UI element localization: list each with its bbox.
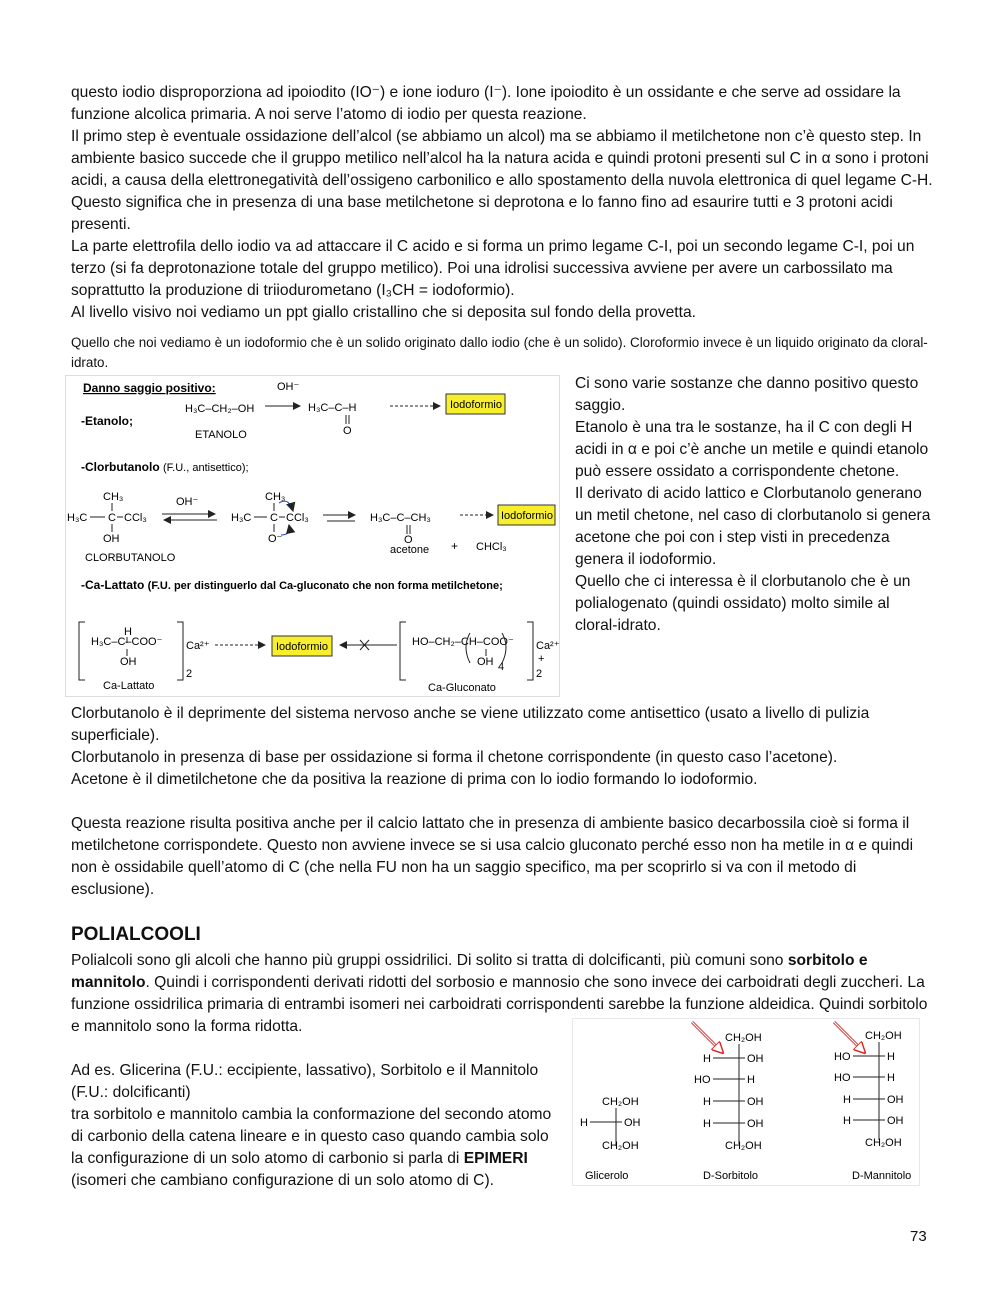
svg-text:CH₃: CH₃ [103,491,124,503]
svg-text:C: C [270,512,278,524]
clorbutanolo-name: CLORBUTANOLO [85,552,176,564]
ca-lattato-name: Ca-Lattato [103,680,155,692]
chcl3-formula: CHCl₃ [476,541,507,553]
text-block-clorbutanolo [71,703,933,791]
figure-title: Danno saggio positivo: [83,381,216,395]
acetaldeide-formula: H₃C–C–H [308,402,357,414]
oxygen-acetaldeide: O [343,425,352,437]
etanolo-formula: H₃C–CH₂–OH [185,403,255,415]
paragraph-glicerina: Ad es. Glicerina (F.U.: eccipiente, lassativo), Sorbitolo e il Mannitolo (F.U.: dolcificanti) [71,1062,539,1101]
iodoformio-label-2: Iodoformio [501,510,553,522]
paragraph-clorbutanolo-deprimente: Clorbutanolo è il deprimente del sistema nervoso anche se viene utilizzato come antisettico (usato a livello di pulizia superficiale). [71,705,870,744]
svg-text:OH: OH [747,1053,764,1065]
page-number: 73 [910,1228,927,1245]
base-oh-2: OH⁻ [176,496,199,508]
svg-text:H: H [843,1115,851,1127]
svg-text:OH: OH [120,656,137,668]
glicerolo-name: Glicerolo [585,1170,629,1182]
paragraph-ipoiodito: questo iodio disproporziona ad ipoiodito (IO⁻) e ione ioduro (I⁻). Ione ipoiodito è un ossidante e che serve ad ossidare la funzione alcolica primaria. A noi serve l’atomo di iodio per questa reazione. [71,84,901,123]
svg-text:CCl₃: CCl₃ [124,512,147,524]
paragraph-primo-step: Il primo step è eventuale ossidazione dell’alcol (se abbiamo un alcol) ma se abbiamo il metilchetone non c’è questo step. In ambiente basico succede che il gruppo metilico nell’alcol ha la natura acida e quindi protoni presenti sul C in α sono i protoni acidi, a causa della elettronegatività dell’ossigeno carbonilico e allo spostamento della nuvola elettronica di quel legame C-H. Questo significa che in presenza di una base metilchetone si deprotona e lo fanno fino ad esaurire tutti e 3 protoni acidi presenti. [71,128,933,233]
sorbitolo-name: D-Sorbitolo [703,1170,759,1182]
svg-text:H₃C: H₃C [67,512,88,524]
clorbutanolo-label: -Clorbutanolo (F.U., antisettico); [81,460,249,474]
etanolo-name: ETANOLO [195,429,247,441]
glicerolo-structure [580,1096,641,1182]
figure-iodoform-reactions [65,375,560,697]
text-block-epimeri [71,1060,561,1192]
paragraph-epimeri: tra sorbitolo e mannitolo cambia la conformazione del secondo atomo di carbonio della catena lineare e in questo caso quando cambia solo la configurazione di un solo atomo di carbonio si parla di EPIMERI (isomeri che cambiano configurazione di un solo atomo di C). [71,1106,552,1189]
paragraph-calcio-lattato: Questa reazione risulta positiva anche per il calcio lattato che in presenza di ambiente basico decarbossila cioè si forma il metilchetone corrispondete. Questo non avviene invece se si usa calcio gluconato perché esso non ha metile in α e quindi non è ossidabile quell’atomo di C (che nella FU non ha un saggio specifico, ma per scoprirlo si va con il metodo di esclusione). [71,815,914,898]
ca-gluconato-name: Ca-Gluconato [428,682,496,694]
ca-lattato-label: -Ca-Lattato (F.U. per distinguerlo dal Ca-gluconato che non forma metilchetone; [81,578,503,592]
svg-text:OH: OH [747,1096,764,1108]
svg-text:H: H [887,1051,895,1063]
svg-text:O⁻: O⁻ [268,533,283,545]
iodoformio-label-1: Iodoformio [450,399,502,411]
mannitolo-name: D-Mannitolo [852,1170,912,1182]
text-block-calcio-lattato [71,813,933,901]
paragraph-livello-visivo: Al livello visivo noi vediamo un ppt giallo cristallino che si deposita sul fondo della provetta. [71,304,696,321]
svg-text:OH: OH [624,1117,641,1129]
note-iodoformio [71,333,933,373]
svg-text:O: O [404,534,413,546]
svg-text:CH₂OH: CH₂OH [602,1096,639,1108]
svg-text:Ca²⁺: Ca²⁺ [536,640,560,652]
svg-text:OH: OH [103,533,120,545]
iodoform-reactions-svg [65,375,560,697]
acetone-formula: H₃C–C–CH₃ [370,512,431,524]
section-heading-polialcooli: POLIALCOOLI [71,924,201,945]
svg-text:H: H [703,1053,711,1065]
svg-text:CCl₃: CCl₃ [286,512,309,524]
svg-text:CH₂OH: CH₂OH [602,1140,639,1152]
svg-text:OH: OH [887,1115,904,1127]
svg-text:H: H [580,1117,588,1129]
svg-text:OH: OH [887,1094,904,1106]
svg-text:CH₂OH: CH₂OH [725,1140,762,1152]
paragraph-acetone: Acetone è il dimetilchetone che da positiva la reazione di prima con lo iodio formando lo iodoformio. [71,771,758,788]
svg-text:H: H [124,626,132,638]
svg-text:H: H [703,1118,711,1130]
svg-text:+: + [451,539,459,553]
svg-text:OH: OH [477,656,494,668]
base-oh-1: OH⁻ [277,381,300,393]
side-paragraph: Etanolo è una tra le sostanze, ha il C con degli H acidi in α e poi c’è anche un metile e quindi etanolo può essere ossidato a corrispondente chetone. [575,419,929,480]
paragraph-iodoformio-note: Quello che noi vediamo è un iodoformio che è un solido originato dallo iodio (che è un solido). Cloroformio invece è un liquido originato da cloral-idrato. [71,335,928,370]
svg-text:C: C [108,512,116,524]
svg-text:HO: HO [694,1074,711,1086]
svg-text:H: H [843,1094,851,1106]
svg-text:CH₂OH: CH₂OH [865,1030,902,1042]
side-text-block [575,373,935,637]
svg-text:H₃C: H₃C [231,512,252,524]
svg-text:+: + [538,653,545,665]
acetone-name: acetone [390,544,430,556]
mannitolo-structure [834,1022,911,1182]
text-block-top [71,82,933,324]
svg-text:H: H [747,1074,755,1086]
svg-text:OH: OH [747,1118,764,1130]
svg-text:CH₃: CH₃ [265,491,286,503]
side-paragraph: Quello che ci interessa è il clorbutanolo che è un polialogenato (quindi ossidato) molto simile al cloral-idrato. [575,573,911,634]
side-paragraph: Il derivato di acido lattico e Clorbutanolo generano un metil chetone, nel caso di clorbutanolo si genera acetone che poi con i step visti in precedenza genera il iodoformio. [575,485,931,568]
lattato-formula: H₃C–C–COO⁻ [91,636,163,648]
svg-text:2: 2 [186,668,193,680]
svg-text:HO: HO [834,1051,851,1063]
svg-text:2: 2 [536,668,543,680]
figure-polialcoli [572,1018,920,1186]
svg-text:Ca²⁺: Ca²⁺ [186,640,210,652]
svg-text:4: 4 [498,661,505,673]
sorbitolo-structure [692,1022,764,1182]
gluconato-formula: HO–CH₂–CH–COO⁻ [412,636,514,648]
svg-text:CH₂OH: CH₂OH [725,1032,762,1044]
side-paragraph: Ci sono varie sostanze che danno positivo questo saggio. [575,375,919,414]
svg-text:CH₂OH: CH₂OH [865,1137,902,1149]
paragraph-polialcoli: Polialcoli sono gli alcoli che hanno più gruppi ossidrilici. Di solito si tratta di dolcificanti, più comuni sono sorbitolo e mannitolo. Quindi i corrispondenti derivati ridotti del sorbosio e mannosio che sono invece dei carboidrati degli zuccheri. La funzione ossidrilica primaria di entrambi isomeri nei carboidrati corrispondenti sarebbe la funzione aldeidica. Quindi sorbitolo e mannitolo sono la forma ridotta. [71,952,928,1035]
svg-text:H: H [887,1072,895,1084]
paragraph-parte-elettrofila: La parte elettrofila dello iodio va ad attaccare il C acido e si forma un primo legame C-I, poi un secondo legame C-I, poi un terzo (si fa deprotonazione totale del gruppo metilico). Poi una idrolisi successiva avviene per avere un carbossilato ma soprattutto la produzione di triiodurometano (I₃CH = iodoformio). [71,238,915,299]
paragraph-clorbutanolo-base: Clorbutanolo in presenza di base per ossidazione si forma il chetone corrispondente (in questo caso l’acetone). [71,749,838,766]
iodoformio-label-3: Iodoformio [276,641,328,653]
fischer-projections-svg [572,1018,920,1186]
etanolo-label: -Etanolo; [81,414,133,428]
svg-text:HO: HO [834,1072,851,1084]
svg-text:H: H [703,1096,711,1108]
